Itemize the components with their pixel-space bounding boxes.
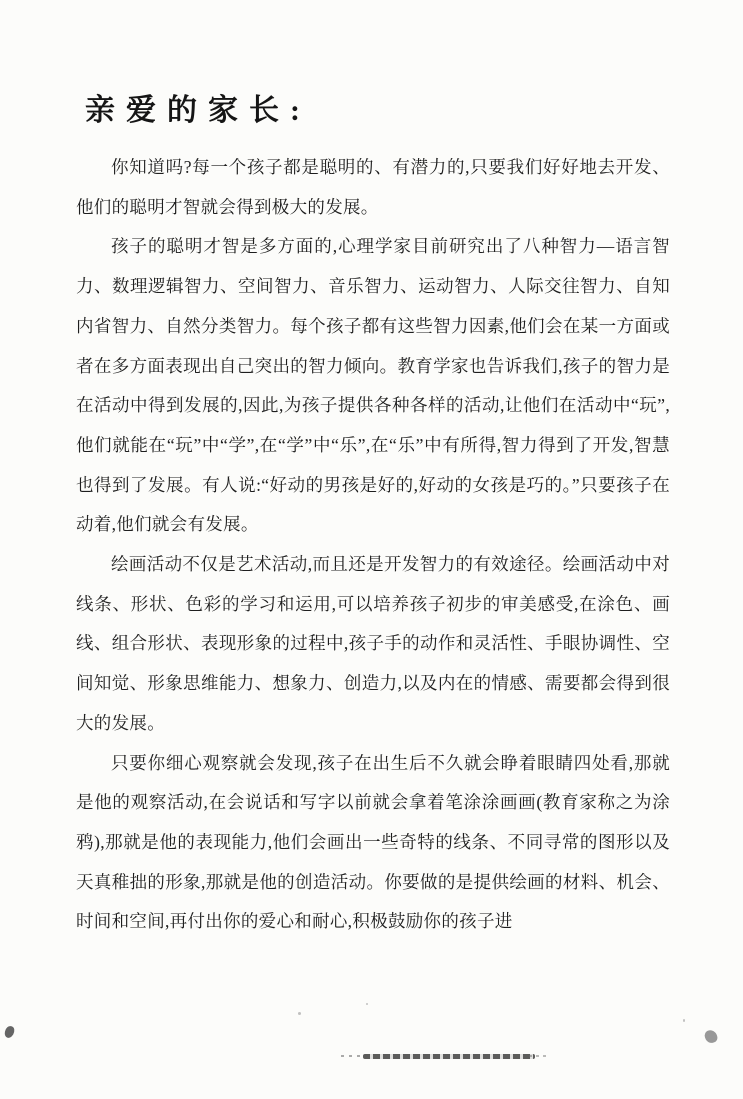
ink-blot-right (703, 1028, 718, 1044)
paragraph-2: 孩子的聪明才智是多方面的,心理学家目前研究出了八种智力—语言智力、数理逻辑智力、空间智力、音乐智力、运动智力、人际交往智力、自知内省智力、自然分类智力。每个孩子都有这些智力因素,他们会在某一方面或者在多方面表现出自己突出的智力倾向。教育学家也告诉我们,孩子的智力是在活动中得到发展的,因此,为孩子提供各种各样的活动,让他们在活动中“玩”,他们就能在“玩”中“学”,在“学”中“乐”,在“乐”中有所得,智力得到了开发,智慧也得到了发展。有人说:“好动的男孩是好的,好动的女孩是巧的。”只要孩子在动着,他们就会有发展。 (76, 236, 670, 535)
paragraph-3: 绘画活动不仅是艺术活动,而且还是开发智力的有效途径。绘画活动中对线条、形状、色彩的学习和运用,可以培养孩子初步的审美感受,在涂色、画线、组合形状、表现形象的过程中,孩子手的动作和灵活性、手眼协调性、空间知觉、形象思维能力、想象力、创造力,以及内在的情感、需要都会得到很大的发展。 (76, 554, 670, 733)
scan-smudge-line (363, 1054, 535, 1059)
ink-blot-left (4, 1025, 15, 1039)
paragraph-4: 只要你细心观察就会发现,孩子在出生后不久就会睁着眼睛四处看,那就是他的观察活动,在会说话和写字以前就会拿着笔涂涂画画(教育家称之为涂鸦),那就是他的表现能力,他们会画出一些奇特的线条、不同寻常的图形以及天真稚拙的形象,那就是他的创造活动。你要做的是提供绘画的材料、机会、时间和空间,再付出你的爱心和耐心,积极鼓励你的孩子进 (76, 752, 670, 932)
letter-body (76, 148, 670, 942)
scan-speck (298, 1012, 301, 1015)
page-title: 亲爱的家长: (85, 94, 311, 127)
scan-speck (683, 1019, 685, 1022)
scan-speck (366, 1003, 368, 1005)
paragraph-1: 你知道吗?每一个孩子都是聪明的、有潜力的,只要我们好好地去开发、他们的聪明才智就会得到极大的发展。 (76, 157, 670, 217)
